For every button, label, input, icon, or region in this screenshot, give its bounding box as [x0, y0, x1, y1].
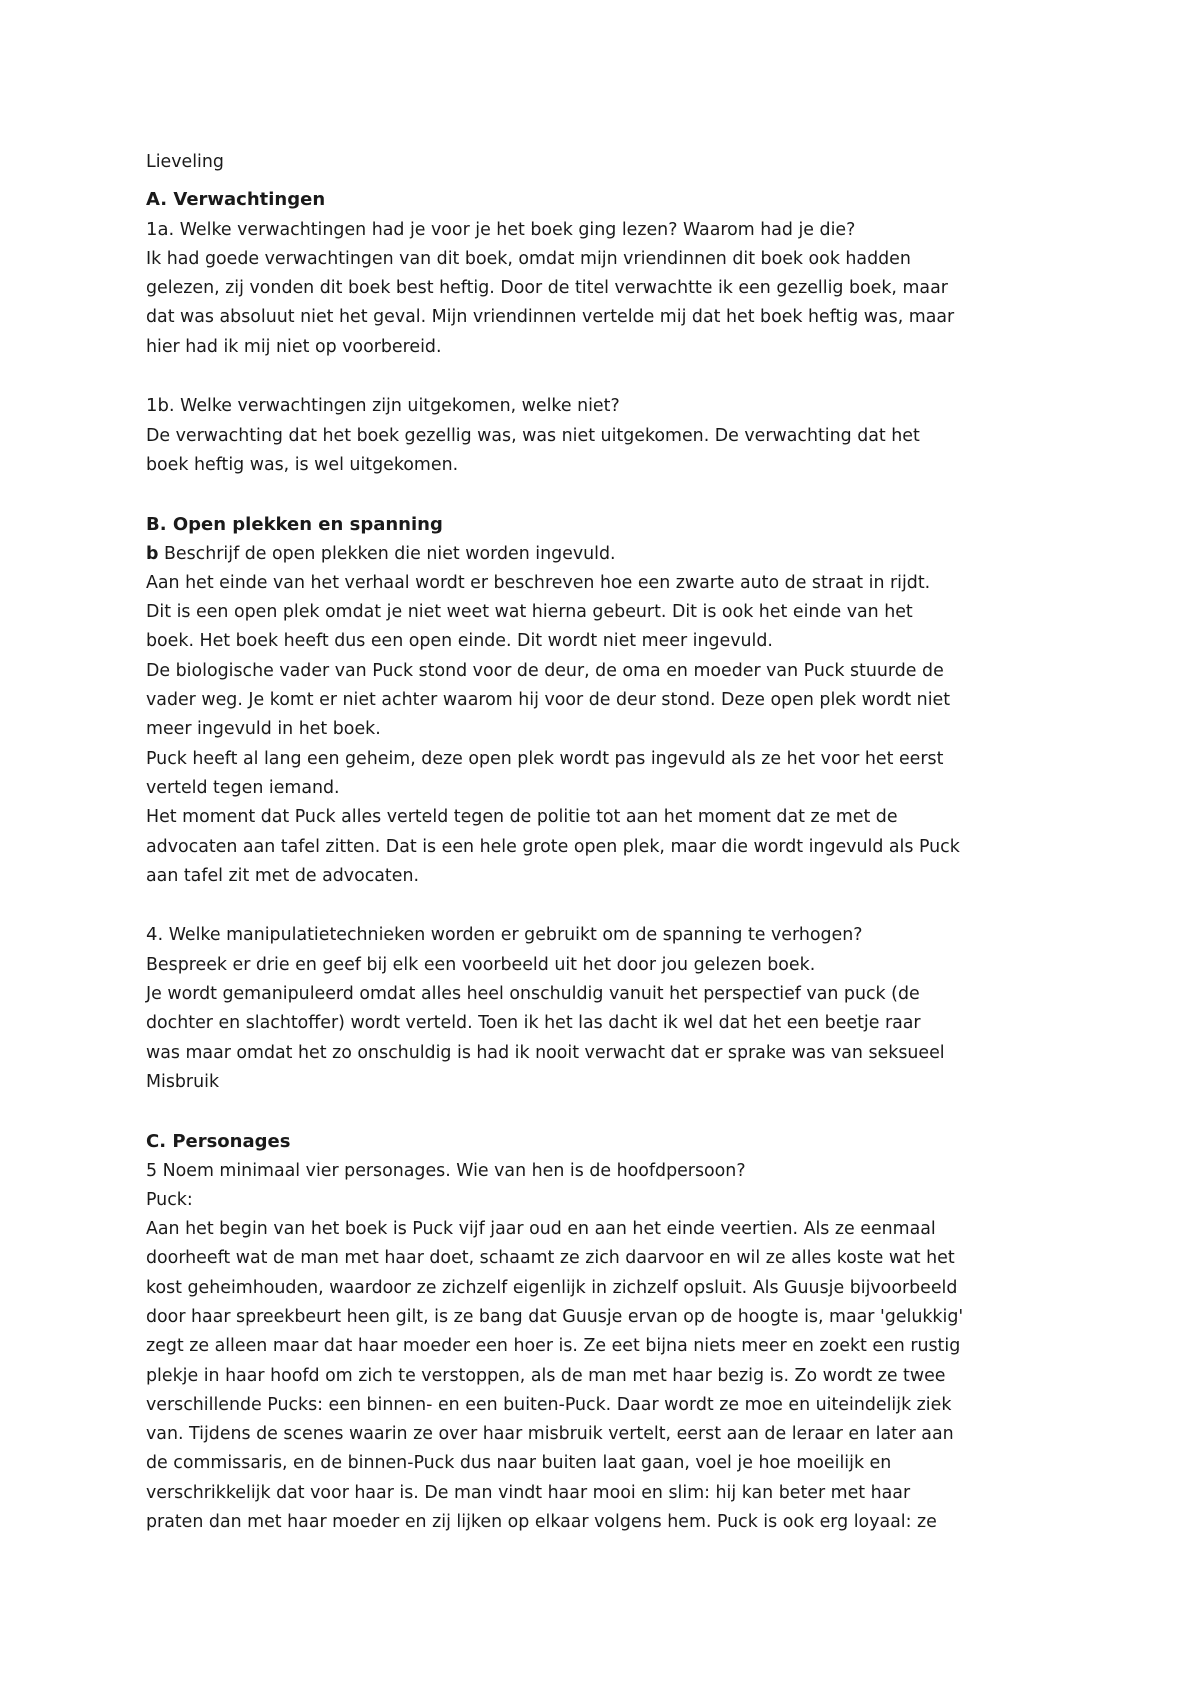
answer-line: was maar omdat het zo onschuldig is had ik nooit verwacht dat er sprake was van seksueel: [146, 1042, 945, 1063]
answer-line: verschrikkelijk dat voor haar is. De man vindt haar mooi en slim: hij kan beter met haar: [146, 1482, 911, 1503]
answer-line: kost geheimhouden, waardoor ze zichzelf eigenlijk in zichzelf opsluit. Als Guusje bijvoorbeeld: [146, 1277, 958, 1298]
question-number: 1b.: [146, 395, 175, 417]
answer-line: boek heftig was, is wel uitgekomen.: [146, 454, 459, 475]
paragraph-gap: [146, 362, 1046, 391]
paragraph-gap: [146, 891, 1046, 920]
answer-line: plekje in haar hoofd om zich te verstoppen, als de man met haar bezig is. Zo wordt ze twee: [146, 1365, 946, 1386]
question-text: Beschrijf de open plekken die niet worden ingevuld.: [158, 543, 616, 564]
answer-line: hier had ik mij niet op voorbereid.: [146, 336, 442, 357]
answer-line: meer ingevuld in het boek.: [146, 719, 381, 740]
answer-line: zegt ze alleen maar dat haar moeder een hoer is. Ze eet bijna niets meer en zoekt een rustig: [146, 1336, 961, 1357]
question-text: Welke manipulatietechnieken worden er gebruikt om de spanning te verhogen?: [163, 925, 863, 946]
answer-line: advocaten aan tafel zitten. Dat is een hele grote open plek, maar die wordt ingevuld als Puck: [146, 836, 960, 857]
answer-line: verschillende Pucks: een binnen- en een buiten-Puck. Daar wordt ze moe en uiteindelijk ziek: [146, 1394, 952, 1415]
answer-line: praten dan met haar moeder en zij lijken op elkaar volgens hem. Puck is ook erg loyaal: ze: [146, 1512, 937, 1533]
document-title: Lieveling: [146, 152, 224, 172]
answer-line: verteld tegen iemand.: [146, 777, 340, 798]
character-label: Puck:: [146, 1189, 193, 1210]
answer-line: De biologische vader van Puck stond voor de deur, de oma en moeder van Puck stuurde de: [146, 660, 944, 681]
question-text: Welke verwachtingen had je voor je het boek ging lezen? Waarom had je die?: [174, 219, 856, 240]
answer-line: de commissaris, en de binnen-Puck dus naar buiten laat gaan, voel je hoe moeilijk en: [146, 1453, 892, 1474]
answer-line: gelezen, zij vonden dit boek best heftig. Door de titel verwachtte ik een gezellig boek, maar: [146, 278, 948, 299]
question-1a: [146, 215, 1046, 245]
answer-line: De verwachting dat het boek gezellig was, was niet uitgekomen. De verwachting dat het: [146, 425, 920, 446]
paragraph-gap: [146, 480, 1046, 502]
document-page: [146, 148, 1046, 1537]
answer-line: dat was absoluut niet het geval. Mijn vriendinnen vertelde mij dat het boek heftig was, maar: [146, 307, 955, 328]
answer-line: vader weg. Je komt er niet achter waarom hij voor de deur stond. Deze open plek wordt niet: [146, 690, 951, 711]
answer-line: Je wordt gemanipuleerd omdat alles heel onschuldig vanuit het perspectief van puck (de: [146, 984, 920, 1005]
answer-line: door haar spreekbeurt heen gilt, is ze bang dat Guusje ervan op de hoogte is, maar 'gelukkig': [146, 1306, 964, 1327]
section-heading-c: C. Personages: [146, 1131, 291, 1153]
answer-line: boek. Het boek heeft dus een open einde. Dit wordt niet meer ingevuld.: [146, 631, 773, 652]
section-heading-a: A. Verwachtingen: [146, 189, 326, 211]
answer-line: Puck heeft al lang een geheim, deze open plek wordt pas ingevuld als ze het voor het eerst: [146, 748, 944, 769]
answer-line: doorheeft wat de man met haar doet, schaamt ze zich daarvoor en wil ze alles koste wat het: [146, 1248, 955, 1269]
answer-line: Dit is een open plek omdat je niet weet wat hierna gebeurt. Dit is ook het einde van het: [146, 602, 913, 623]
question-number: 1a.: [146, 218, 175, 240]
answer-line: van. Tijdens de scenes waarin ze over haar misbruik vertelt, eerst aan de leraar en later aan: [146, 1424, 954, 1445]
section-heading-b: B. Open plekken en spanning: [146, 514, 443, 536]
answer-line: Ik had goede verwachtingen van dit boek, omdat mijn vriendinnen dit boek ook hadden: [146, 248, 911, 269]
question-text: Bespreek er drie en geef bij elk een voorbeeld uit het door jou gelezen boek.: [146, 954, 816, 975]
question-number: b: [146, 543, 159, 564]
answer-line: Misbruik: [146, 1071, 220, 1092]
answer-line: Aan het einde van het verhaal wordt er beschreven hoe een zwarte auto de straat in rijdt.: [146, 572, 931, 593]
question-b: [146, 540, 1046, 569]
question-5: 5 Noem minimaal vier personages. Wie van hen is de hoofdpersoon?: [146, 1160, 746, 1181]
answer-line: dochter en slachtoffer) wordt verteld. Toen ik het las dacht ik wel dat het een beetje raar: [146, 1013, 921, 1034]
answer-line: aan tafel zit met de advocaten.: [146, 865, 419, 886]
question-number: 4.: [146, 924, 164, 946]
question-text: Welke verwachtingen zijn uitgekomen, welke niet?: [174, 396, 620, 417]
paragraph-gap: [146, 1097, 1046, 1119]
question-1b: [146, 391, 1046, 421]
answer-line: Het moment dat Puck alles verteld tegen de politie tot aan het moment dat ze met de: [146, 807, 898, 828]
question-4: [146, 920, 1046, 950]
answer-line: Aan het begin van het boek is Puck vijf jaar oud en aan het einde veertien. Als ze eenmaal: [146, 1219, 936, 1240]
